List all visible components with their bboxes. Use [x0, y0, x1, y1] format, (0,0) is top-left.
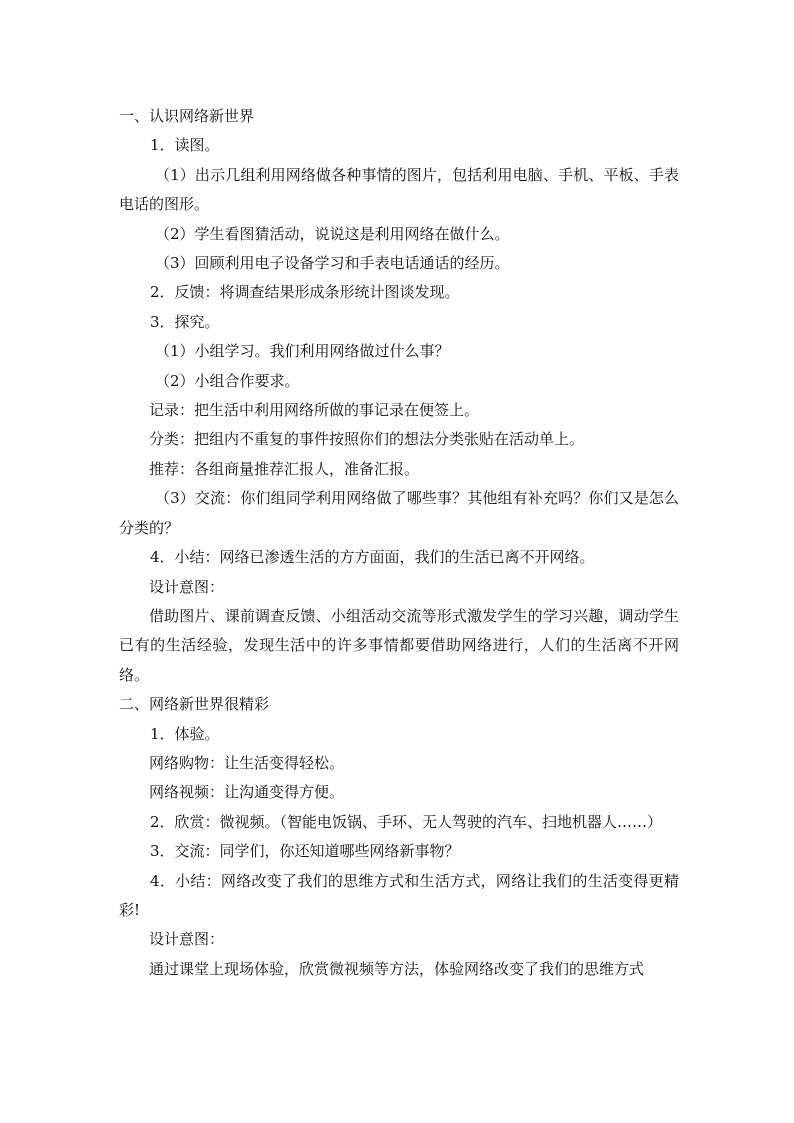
subitem-show-pictures: （1）出示几组利用网络做各种事情的图片，包括利用电脑、手机、平板、手表电话的图形。	[119, 165, 679, 214]
section-heading-1: 一、认识网络新世界	[119, 107, 255, 125]
item-exchange: 3．交流：同学们，你还知道哪些网络新事物？	[150, 842, 460, 861]
subitem-review-experience: （3）回顾利用电子设备学习和手表电话通话的经历。	[155, 254, 510, 273]
requirement-classify: 分类：把组内不重复的事件按照你们的想法分类张贴在活动单上。	[149, 430, 585, 449]
design-intent-body-2: 通过课堂上现场体验，欣赏微视频等方法，体验网络改变了我们的思维方式	[149, 959, 645, 978]
design-intent-label-1: 设计意图：	[149, 577, 225, 596]
experience-online-shopping: 网络购物：让生活变得轻松。	[149, 753, 345, 772]
subitem-group-study: （1）小组学习。我们利用网络做过什么事？	[155, 342, 450, 361]
experience-online-video: 网络视频：让沟通变得方便。	[149, 783, 345, 802]
document-body	[119, 102, 679, 984]
design-intent-label-2: 设计意图：	[149, 930, 225, 949]
subitem-group-requirements: （2）小组合作要求。	[155, 371, 300, 390]
section-heading-2: 二、网络新世界很精彩	[119, 695, 270, 714]
requirement-record: 记录：把生活中利用网络所做的事记录在便签上。	[149, 401, 480, 420]
design-intent-body-1: 借助图片、课前调查反馈、小组活动交流等形式激发学生的学习兴趣，调动学生已有的生活经验，发现生活中的许多事情都要借助网络进行，人们的生活离不开网络。	[119, 606, 679, 684]
item-explore: 3．探究。	[150, 312, 220, 331]
item-summary-1: 4．小结：网络已渗透生活的方方面面，我们的生活已离不开网络。	[150, 548, 595, 567]
item-appreciate: 2．欣赏：微视频。（智能电饭锅、手环、无人驾驶的汽车、扫地机器人……）	[150, 812, 663, 831]
subitem-exchange: （3）交流：你们组同学利用网络做了哪些事？其他组有补充吗？你们又是怎么分类的？	[119, 489, 679, 537]
item-read-picture: 1．读图。	[150, 136, 220, 155]
item-feedback: 2．反馈：将调查结果形成条形统计图谈发现。	[150, 283, 460, 302]
item-experience: 1．体验。	[150, 724, 220, 743]
requirement-recommend: 推荐：各组商量推荐汇报人，准备汇报。	[149, 459, 420, 478]
item-summary-2: 4．小结：网络改变了我们的思维方式和生活方式，网络让我们的生活变得更精彩!	[119, 871, 679, 919]
subitem-guess-activity: （2）学生看图猜活动，说说这是利用网络在做什么。	[155, 224, 510, 243]
